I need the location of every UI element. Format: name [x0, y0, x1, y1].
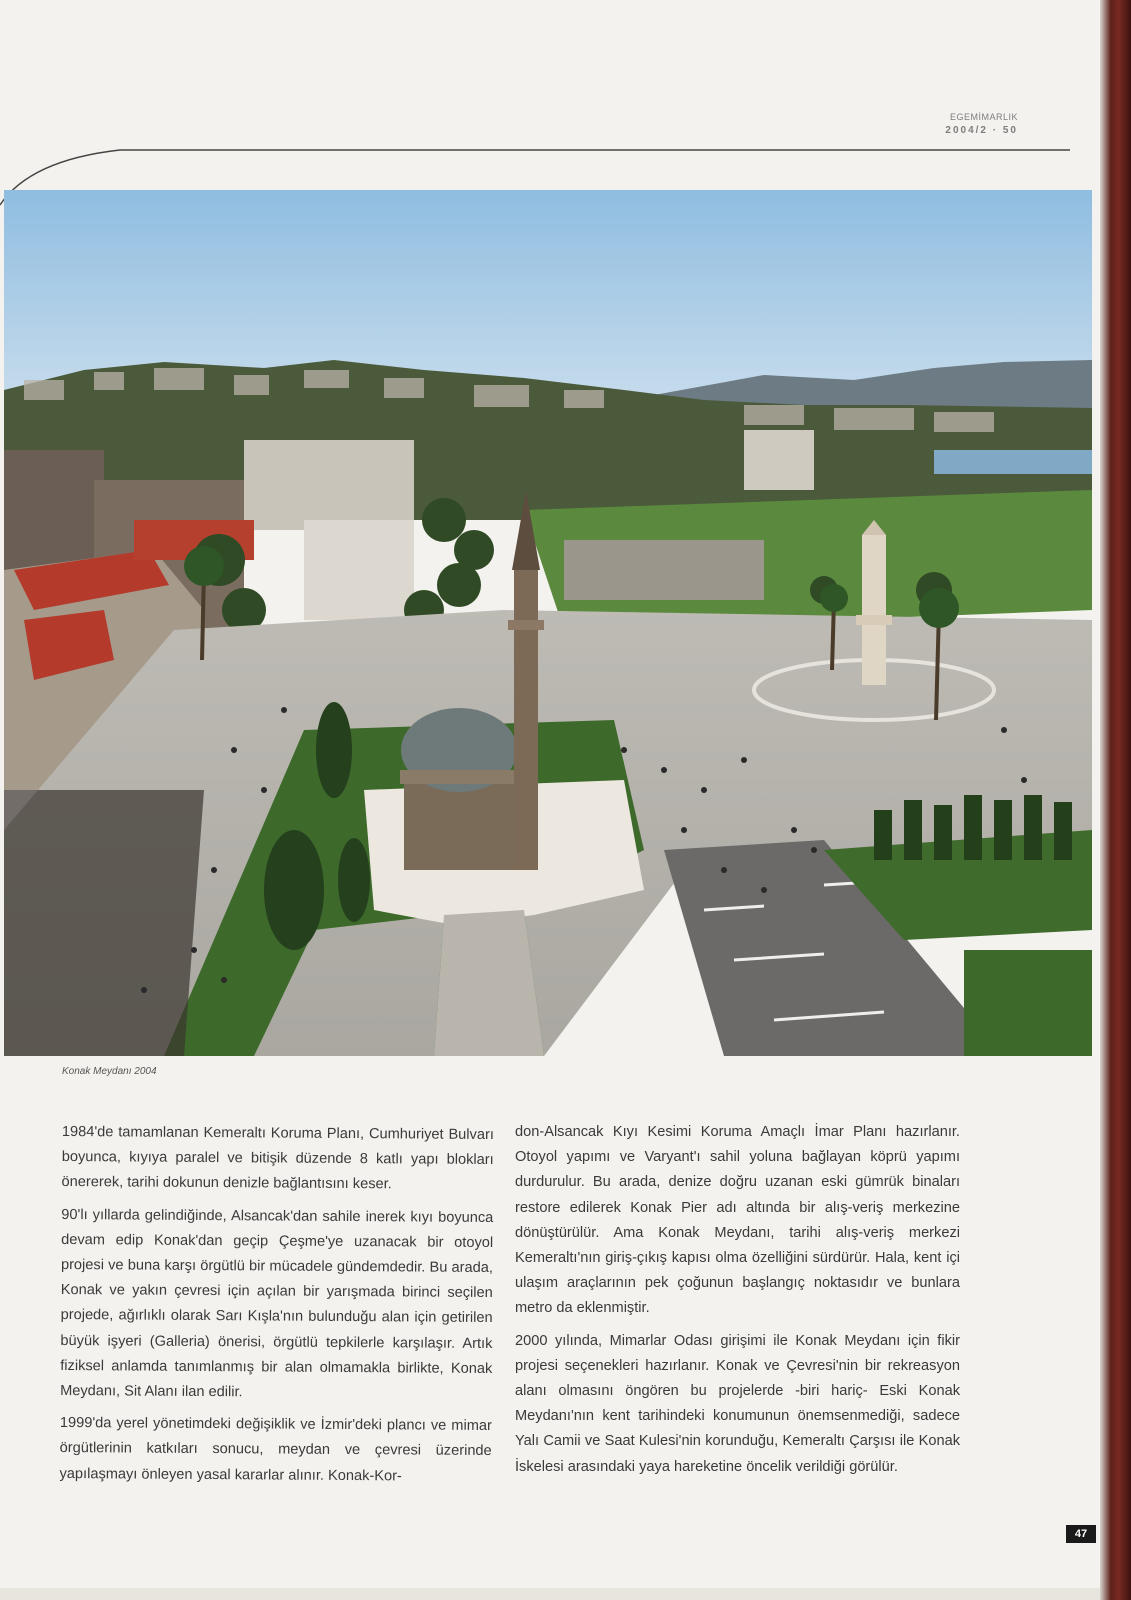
paragraph: 1999'da yerel yönetimdeki değişiklik ve İzmir'deki plancı ve mimar örgütlerinin katkıları sonucu, meydan ve çevresi üzerinde yapılaşmayı önleyen yasal kararlar alınır. Konak-Kor-: [59, 1415, 492, 1485]
pergola: [564, 540, 764, 600]
clock-tower: [862, 535, 886, 685]
issue-number: 2004/2 · 50: [945, 125, 1018, 136]
distant-building: [744, 430, 814, 490]
magazine-name: EGEMİMARLIK: [949, 112, 1018, 122]
konak-square-photo: [4, 190, 1092, 1056]
book-spine-edge: [1100, 0, 1131, 1600]
page-bottom-edge: [0, 1588, 1100, 1600]
yali-mosque: [404, 780, 514, 870]
page-number: 47: [1066, 1525, 1096, 1543]
white-building: [304, 520, 414, 620]
photo-caption: Konak Meydanı 2004: [62, 1066, 157, 1077]
paragraph: 2000 yılında, Mimarlar Odası girişimi ile Konak Meydanı için fikir projesi seçenekleri hazırlanır. Konak ve Çevresi'nin bir rekreasyon alanı olmasını öngören bu projelerde -biri hariç- Eski Konak Meydanı'nın kent tarihindeki konumunun önemsenmediği, sadece Yalı Camii ve Saat Kulesi'nin korunduğu, Kemeraltı Çarşısı ile Konak İskelesi arasındaki yaya hareketine öncelik verildiği görülür.: [515, 1332, 960, 1475]
minaret: [514, 570, 538, 870]
text-column-right: [515, 1120, 960, 1487]
paragraph: don-Alsancak Kıyı Kesimi Koruma Amaçlı İmar Planı hazırlanır. Otoyol yapımı ve Varyant'ı sahil yoluna bağlayan köprü yapımı durdurulur. Bu arada, denize doğru uzanan eski gümrük binaları restore edilerek Konak Pier adı altında bir alış-veriş merkezine dönüştürülür. Ama Konak Meydanı, tarihi alış-veriş merkezi Kemeraltı'nın giriş-çıkış kapısı olma özelliğini sürdürür. Hala, kent içi ulaşım araçlarının pek çoğunun başlangıç noktasıdır ve bunlara metro da eklenmiştir.: [515, 1124, 960, 1317]
running-header: [945, 110, 1018, 138]
paragraph: 90'lı yıllarda gelindiğinde, Alsancak'dan sahile inerek kıyı boyunca devam edip Konak'dan geçip Çeşme'ye uzanacak bir otoyol projesi ve buna karşı örgütlü bir mücadele gündemdedir. Bu arada, Konak ve yakın çevresi için açılan bir yarışmada birinci seçilen projede, ağırlıklı olarak Sarı Kışla'nın bulunduğu alan için getirilen büyük işyeri (Galleria) önerisi, örgütlü tepkilerle karşılaşır. Artık fiziksel anlamda tanımlanmış bir alan olmamakla birlikte, Konak Meydanı, Sit Alanı ilan edilir.: [60, 1206, 494, 1401]
text-column-left: [59, 1120, 494, 1497]
paragraph: 1984'de tamamlanan Kemeraltı Koruma Planı, Cumhuriyet Bulvarı boyunca, kıyıya paralel ve bitişik düzende 8 katlı yapı blokları önererek, tarihi dokunun denizle bağlantısını keser.: [61, 1123, 494, 1193]
office-block: [244, 440, 414, 530]
photo-illustration: [4, 190, 1092, 1056]
sea: [934, 450, 1092, 474]
